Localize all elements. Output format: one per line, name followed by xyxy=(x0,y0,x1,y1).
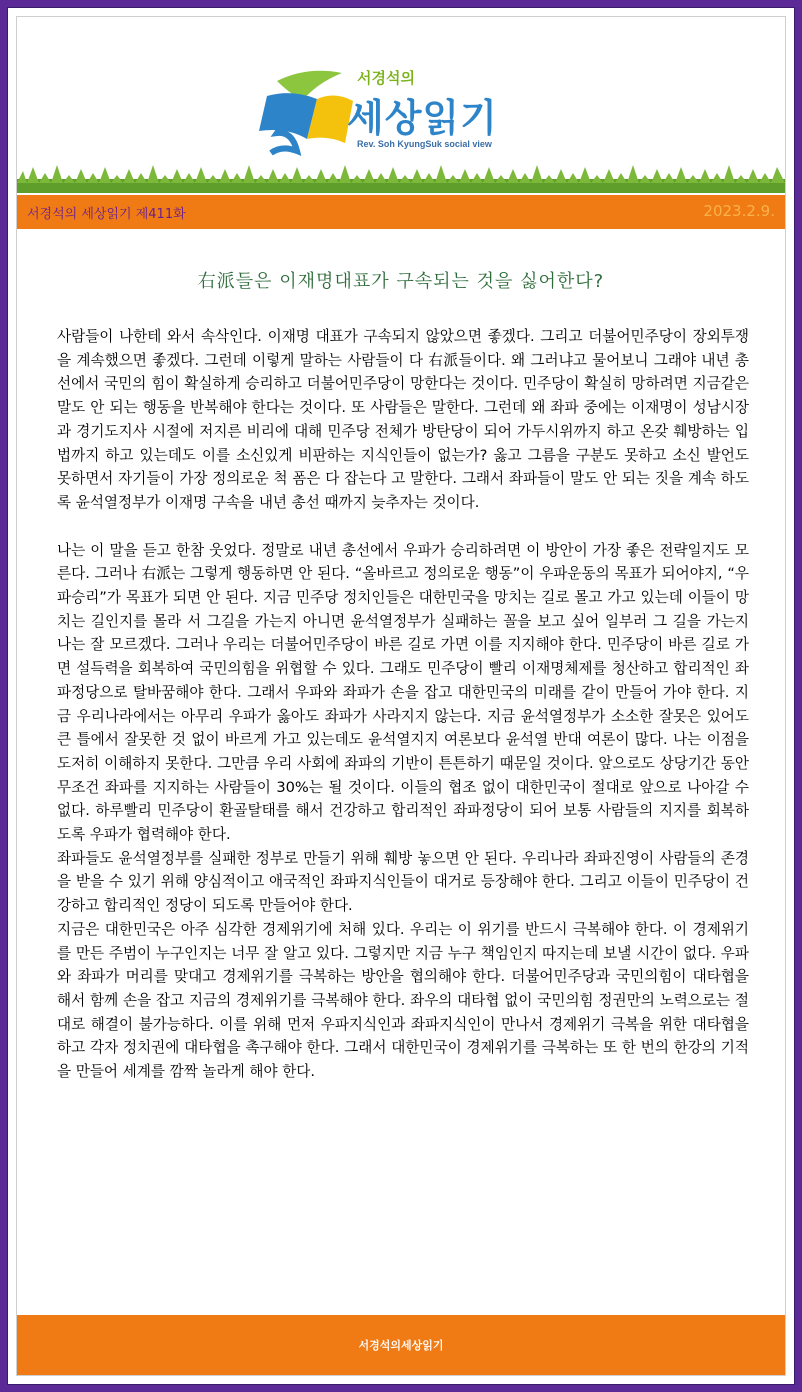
logo-top-text: 서경석의 xyxy=(357,69,415,87)
article-body xyxy=(57,325,749,1084)
paragraph-gap xyxy=(57,515,749,539)
episode-label: 서경석의 세상읽기 제411화 xyxy=(27,207,186,222)
grass-decoration xyxy=(17,153,785,193)
book-bird-icon xyxy=(247,61,357,161)
logo-main-text: 세상읽기 xyxy=(347,96,498,140)
paragraph: 지금은 대한민국은 아주 심각한 경제위기에 처해 있다. 우리는 이 위기를 반드시 극복해야 한다. 이 경제위기를 만든 주범이 누구인지는 너무 잘 알고 있다. 그렇지만 지금 누구 책임인지 따지는데 보낼 시간이 없다. 우파와 좌파가 머리를 맞대고 경제위기를 극복하는 방안을 협의해야 한다. 더불어민주당과 국민의힘이 대타협을 해서 함께 손을 잡고 지금의 경제위기를 극복해야 한다. 좌우의 대타협 없이 국민의힘 정권만의 노력으로는 절대로 해결이 불가능하다. 이를 위해 먼저 우파지식인과 좌파지식인이 만나서 경제위기 극복을 위한 대타협을 하고 각자 정치권에 대타협을 촉구해야 한다. 그래서 대한민국이 경제위기를 극복하는 또 한 번의 한강의 기적을 만들어 세계를 깜짝 놀라게 해야 한다. xyxy=(57,920,749,1081)
site-logo[interactable] xyxy=(247,61,567,161)
footer xyxy=(17,1315,785,1375)
footer-text[interactable]: 서경석의세상읽기 xyxy=(358,1339,444,1352)
logo-sub-text: Rev. Soh KyungSuk social view xyxy=(357,139,492,149)
article-title: 右派들은 이재명대표가 구속되는 것을 싫어한다? xyxy=(197,271,605,292)
header xyxy=(17,17,785,193)
date-label: 2023.2.9. xyxy=(703,202,775,220)
paragraph: 사람들이 나한테 와서 속삭인다. 이재명 대표가 구속되지 않았으면 좋겠다. 그리고 더불어민주당이 장외투쟁을 계속했으면 좋겠다. 그런데 이렇게 말하는 사람들이 다 右派들이다. 왜 그러냐고 물어보니 그래야 내년 총선에서 국민의 힘이 확실하게 승리하고 더불어민주당이 망한다는 것이다. 민주당이 확실히 망하려면 지금같은 말도 안 되는 행동을 반복해야 한다는 것이다. 또 사람들은 말한다. 그런데 왜 좌파 중에는 이재명이 성남시장과 경기도지사 시절에 저지른 비리에 대해 민주당 전체가 방탄당이 되어 가두시위까지 하고 온갖 훼방하는 입법까지 하고 있는데도 이를 소신있게 비판하는 지식인들이 없는가? 옳고 그름을 구분도 못하고 소신 발언도 못하면서 자기들이 가장 정의로운 척 폼은 다 잡는다 고 말한다. 그래서 좌파들이 말도 안 되는 짓을 계속 하도록 윤석열정부가 이재명 구속을 내년 총선 때까지 늦추자는 것이다. xyxy=(57,328,749,511)
page-frame xyxy=(7,7,795,1385)
content-area xyxy=(16,16,786,1376)
paragraph: 좌파들도 윤석열정부를 실패한 정부로 만들기 위해 훼방 놓으면 안 된다. 우리나라 좌파진영이 사람들의 존경을 받을 수 있기 위해 양심적이고 애국적인 좌파지식인들이 대거로 등장해야 한다. 그리고 이들이 민주당이 건강하고 합리적인 정당이 되도록 만들어야 한다. xyxy=(57,849,749,915)
paragraph: 나는 이 말을 듣고 한참 웃었다. 정말로 내년 총선에서 우파가 승리하려면 이 방안이 가장 좋은 전략일지도 모른다. 그러나 右派는 그렇게 행동하면 안 된다. “올바르고 정의로운 행동”이 우파운동의 목표가 되어야지, “우파승리”가 목표가 되면 안 된다. 지금 민주당 정치인들은 대한민국을 망치는 길로 몰고 가고 있는데 이들이 망치는 길인지를 몰라 서 그길을 가는지 아니면 윤석열정부가 실패하는 꼴을 보고 싶어 일부러 그 길을 가는지 나는 잘 모르겠다. 그러나 우리는 더불어민주당이 바른 길로 가면 이를 지지해야 한다. 민주당이 바른 길로 가면 설득력을 회복하여 국민의힘을 위협할 수 있다. 그래도 민주당이 빨리 이재명체제를 청산하고 합리적인 좌파정당으로 탈바꿈해야 한다. 그래서 우파와 좌파가 손을 잡고 대한민국의 미래를 같이 만들어 가야 한다. 지금 우리나라에서는 아무리 우파가 옳아도 좌파가 사라지지 않는다. 지금 윤석열정부가 소소한 잘못은 있어도 큰 틀에서 잘못한 것 없이 바르게 가고 있는데도 윤석열지지 여론보다 윤석열 반대 여론이 많다. 나는 이점을 도저히 이해하지 못한다. 그만큼 우리 사회에 좌파의 기반이 튼튼하기 때문일 것이다. 앞으로도 상당기간 동안 무조건 좌파를 지지하는 사람들이 30%는 될 것이다. 이들의 협조 없이 대한민국이 절대로 앞으로 나아갈 수 없다. 하루빨리 민주당이 환골탈태를 해서 건강하고 합리적인 좌파정당이 되어 보통 사람들의 지지를 회복하도록 우파가 협력해야 한다. xyxy=(57,541,749,844)
episode-bar xyxy=(17,195,785,229)
